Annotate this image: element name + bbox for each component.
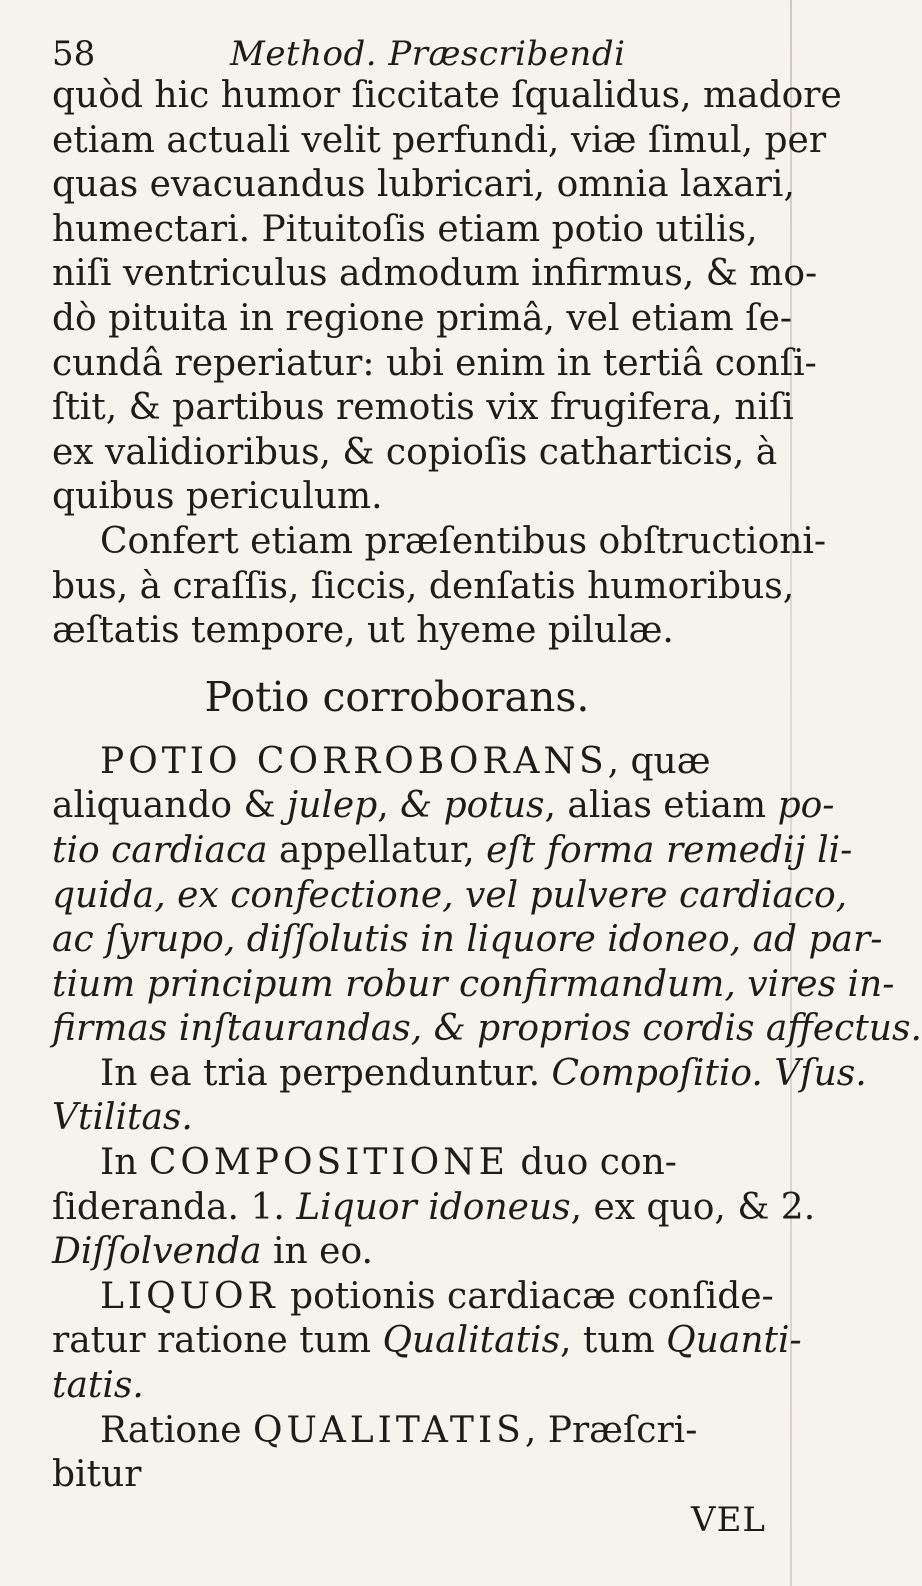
text-line: In COMPOSITIONE duo con- — [100, 1142, 677, 1184]
text-line: ſideranda. 1. Liquor idoneus, ex quo, & 2. — [52, 1186, 816, 1228]
text-line: firmas inſtaurandas, & proprios cordis affectus. — [52, 1008, 922, 1050]
text-line: niſi ventriculus admodum infirmus, & mo- — [52, 253, 818, 295]
text-line: LIQUOR potionis cardiacæ conſide- — [100, 1275, 774, 1317]
text-line: quòd hic humor ſiccitate ſqualidus, madore — [52, 75, 842, 116]
text-line: Vtilitas. — [52, 1097, 193, 1139]
text-line: bus, à craſſis, ſiccis, denſatis humoribus, — [52, 565, 795, 607]
text-line: dò pituita in regione primâ, vel etiam ſe- — [52, 297, 793, 339]
text-line: tatis. — [52, 1365, 144, 1407]
text-line: quibus periculum. — [52, 476, 383, 518]
text-line: In ea tria perpenduntur. Compoſitio. Vſus. — [100, 1052, 867, 1094]
text-line: Ratione QUALITATIS, Præſcri- — [100, 1409, 698, 1451]
text-line: aliquando & julep, & potus, alias etiam po- — [52, 785, 835, 827]
text-line: ratur ratione tum Qualitatis, tum Quanti- — [52, 1320, 802, 1362]
running-head: Method. Præscribendi — [230, 34, 626, 74]
text-line: humectari. Pituitoſis etiam potio utilis, — [52, 208, 758, 250]
text-line: quas evacuandus lubricari, omnia laxari, — [52, 164, 795, 206]
text-line: tio cardiaca appellatur, eſt forma remedij li- — [52, 829, 853, 871]
text-line: ſtit, & partibus remotis vix frugifera, niſi — [52, 387, 794, 429]
text-line: ex validioribus, & copioſis catharticis, à — [52, 431, 778, 473]
text-line: Confert etiam præſentibus obſtructioni- — [100, 520, 827, 562]
text-line: Diſſolvenda in eo. — [52, 1231, 373, 1273]
text-line: tium principum robur confirmandum, vires in- — [52, 963, 895, 1005]
section-heading: Potio corroborans. — [204, 672, 590, 721]
text-line: POTIO CORROBORANS, quæ — [100, 740, 711, 782]
body-text — [52, 74, 922, 1542]
catchword: VEL — [691, 1499, 766, 1540]
text-line: ac ſyrupo, diſſolutis in liquore idoneo, ad par- — [52, 919, 883, 961]
page-header — [52, 30, 772, 78]
text-line: quida, ex confectione, vel pulvere cardiaco, — [52, 874, 848, 916]
text-line: etiam actuali velit perfundi, viæ ſimul, per — [52, 119, 827, 161]
page-number: 58 — [52, 34, 96, 74]
text-line: cundâ reperiatur: ubi enim in tertiâ conſi- — [52, 342, 817, 384]
text-line: æſtatis tempore, ut hyeme pilulæ. — [52, 610, 674, 652]
text-line: bitur — [52, 1454, 142, 1496]
